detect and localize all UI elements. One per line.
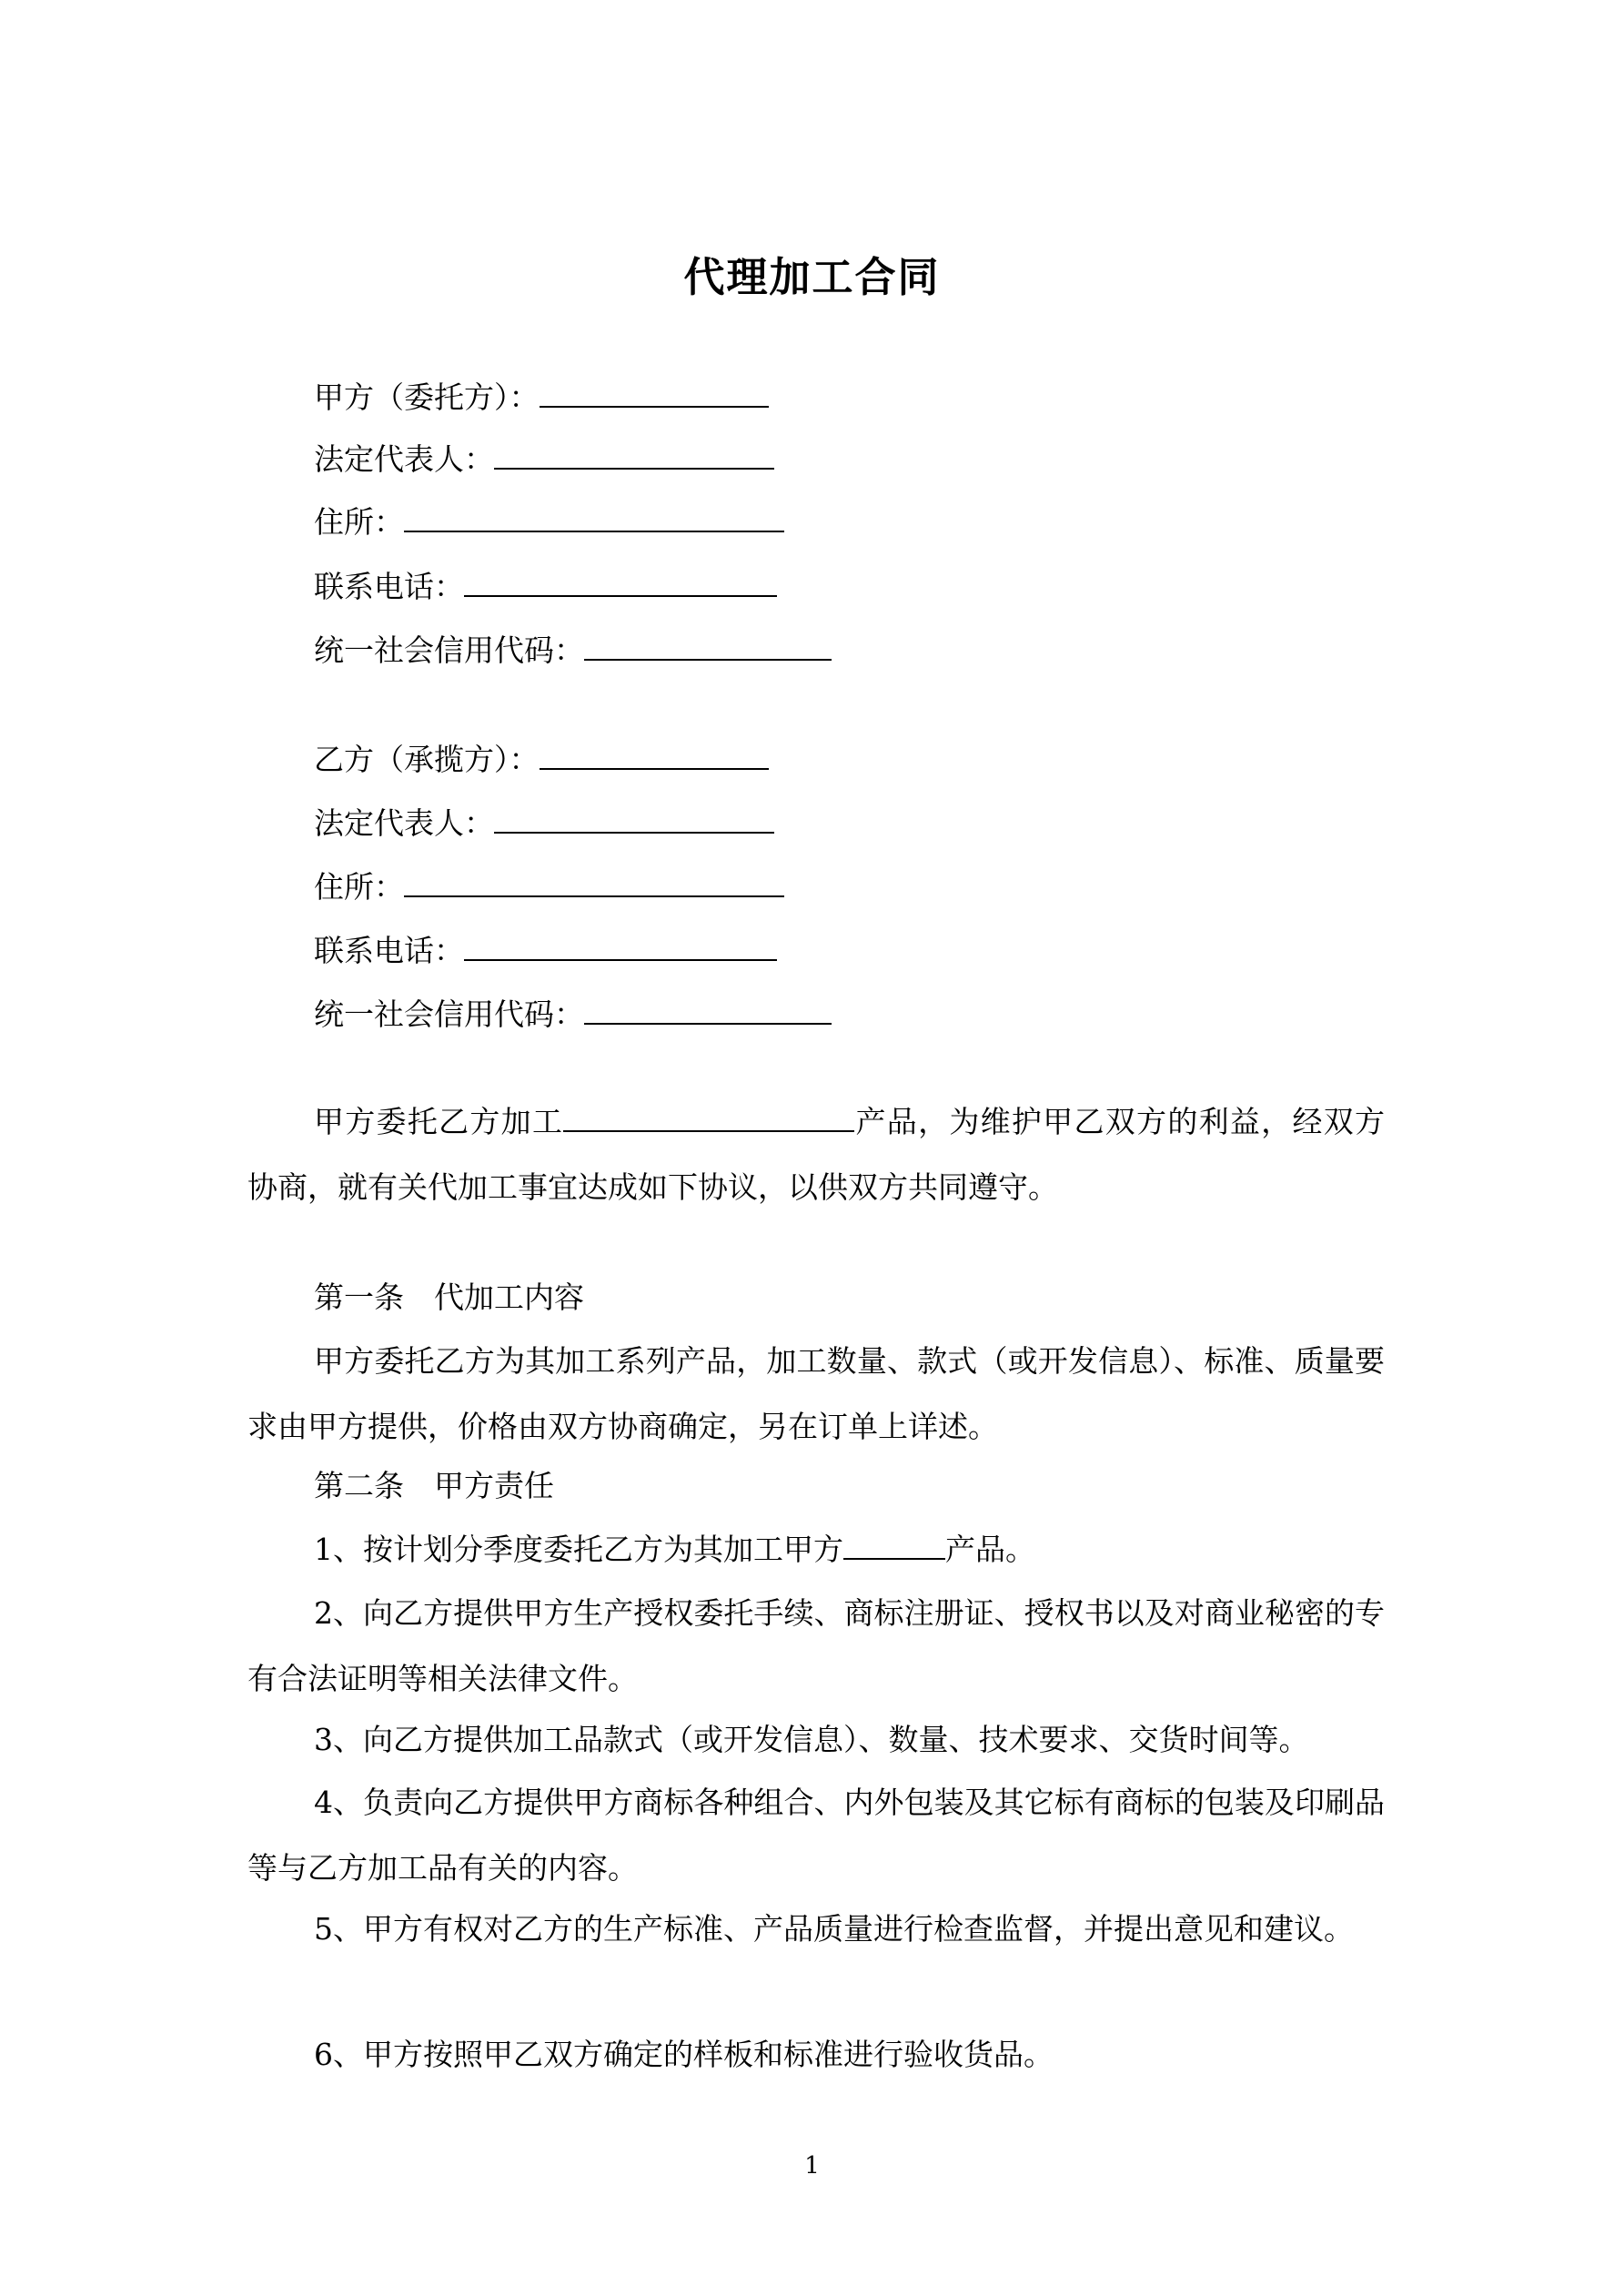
party-b-phone-label: 联系电话： xyxy=(314,933,464,968)
party-a-address-label: 住所： xyxy=(314,504,404,540)
article2-item1 xyxy=(247,1517,1385,1583)
intro-paragraph xyxy=(247,1089,1385,1220)
party-b-legal-rep-label: 法定代表人： xyxy=(314,805,494,841)
article2-heading: 第二条 甲方责任 xyxy=(314,1468,554,1503)
party-a-name-line xyxy=(314,375,769,420)
article1-heading: 第一条 代加工内容 xyxy=(314,1279,584,1315)
article2-item5: 5、甲方有权对乙方的生产标准、产品质量进行检查监督，并提出意见和建议。 xyxy=(314,1911,1354,1947)
article2-item4: 4、负责向乙方提供甲方商标各种组合、内外包装及其它标有商标的包装及印刷品等与乙方加工品有关的内容。 xyxy=(247,1785,1385,1886)
party-a-credit-code-blank[interactable] xyxy=(584,628,832,661)
party-b-address-blank[interactable] xyxy=(404,865,784,897)
party-a-address-blank[interactable] xyxy=(404,500,784,532)
party-b-phone-blank[interactable] xyxy=(464,928,777,961)
party-b-credit-code-line xyxy=(314,992,832,1037)
document-title: 代理加工合同 xyxy=(683,253,941,301)
party-b-legal-rep-line xyxy=(314,801,774,846)
party-a-name-blank[interactable] xyxy=(540,375,769,408)
party-b-credit-code-blank[interactable] xyxy=(584,992,832,1025)
article2-item2: 2、向乙方提供甲方生产授权委托手续、商标注册证、授权书以及对商业秘密的专有合法证明等相关法律文件。 xyxy=(247,1595,1385,1696)
party-b-phone-line xyxy=(314,928,777,974)
party-b-address-label: 住所： xyxy=(314,869,404,905)
party-a-credit-code-label: 统一社会信用代码： xyxy=(314,632,584,668)
party-b-legal-rep-blank[interactable] xyxy=(494,801,774,834)
party-b-name-label: 乙方（承揽方）： xyxy=(314,742,540,777)
product-name-blank[interactable] xyxy=(563,1099,854,1132)
article1-body: 甲方委托乙方为其加工系列产品，加工数量、款式（或开发信息）、标准、质量要求由甲方提供，价格由双方协商确定，另在订单上详述。 xyxy=(247,1343,1385,1444)
party-a-credit-code-line xyxy=(314,628,832,673)
page-number: 1 xyxy=(804,2152,820,2180)
party-a-legal-rep-label: 法定代表人： xyxy=(314,441,494,477)
party-b-name-line xyxy=(314,737,769,783)
article2-item1-after: 产品。 xyxy=(945,1532,1035,1567)
party-a-legal-rep-line xyxy=(314,437,774,482)
party-a-phone-line xyxy=(314,564,777,610)
party-a-phone-blank[interactable] xyxy=(464,564,777,597)
party-a-phone-label: 联系电话： xyxy=(314,569,464,604)
party-b-name-blank[interactable] xyxy=(540,737,769,770)
intro-text-before: 甲方委托乙方加工 xyxy=(314,1104,564,1139)
article2-item6: 6、甲方按照甲乙双方确定的样板和标准进行验收货品。 xyxy=(314,2037,1054,2072)
article2-product-blank[interactable] xyxy=(843,1527,945,1560)
intro-text-after: 产品，为维护甲乙双方的利益，经双方协商，就有关代加工事宜达成如下协议，以供双方共同遵守。 xyxy=(247,1104,1386,1205)
party-a-name-label: 甲方（委托方）： xyxy=(314,379,540,415)
party-b-credit-code-label: 统一社会信用代码： xyxy=(314,996,584,1032)
article2-item3: 3、向乙方提供加工品款式（或开发信息）、数量、技术要求、交货时间等。 xyxy=(314,1722,1309,1757)
article2-item1-before: 1、按计划分季度委托乙方为其加工甲方 xyxy=(314,1532,843,1567)
party-a-address-line xyxy=(314,500,784,545)
party-b-address-line xyxy=(314,865,784,910)
party-a-legal-rep-blank[interactable] xyxy=(494,437,774,470)
